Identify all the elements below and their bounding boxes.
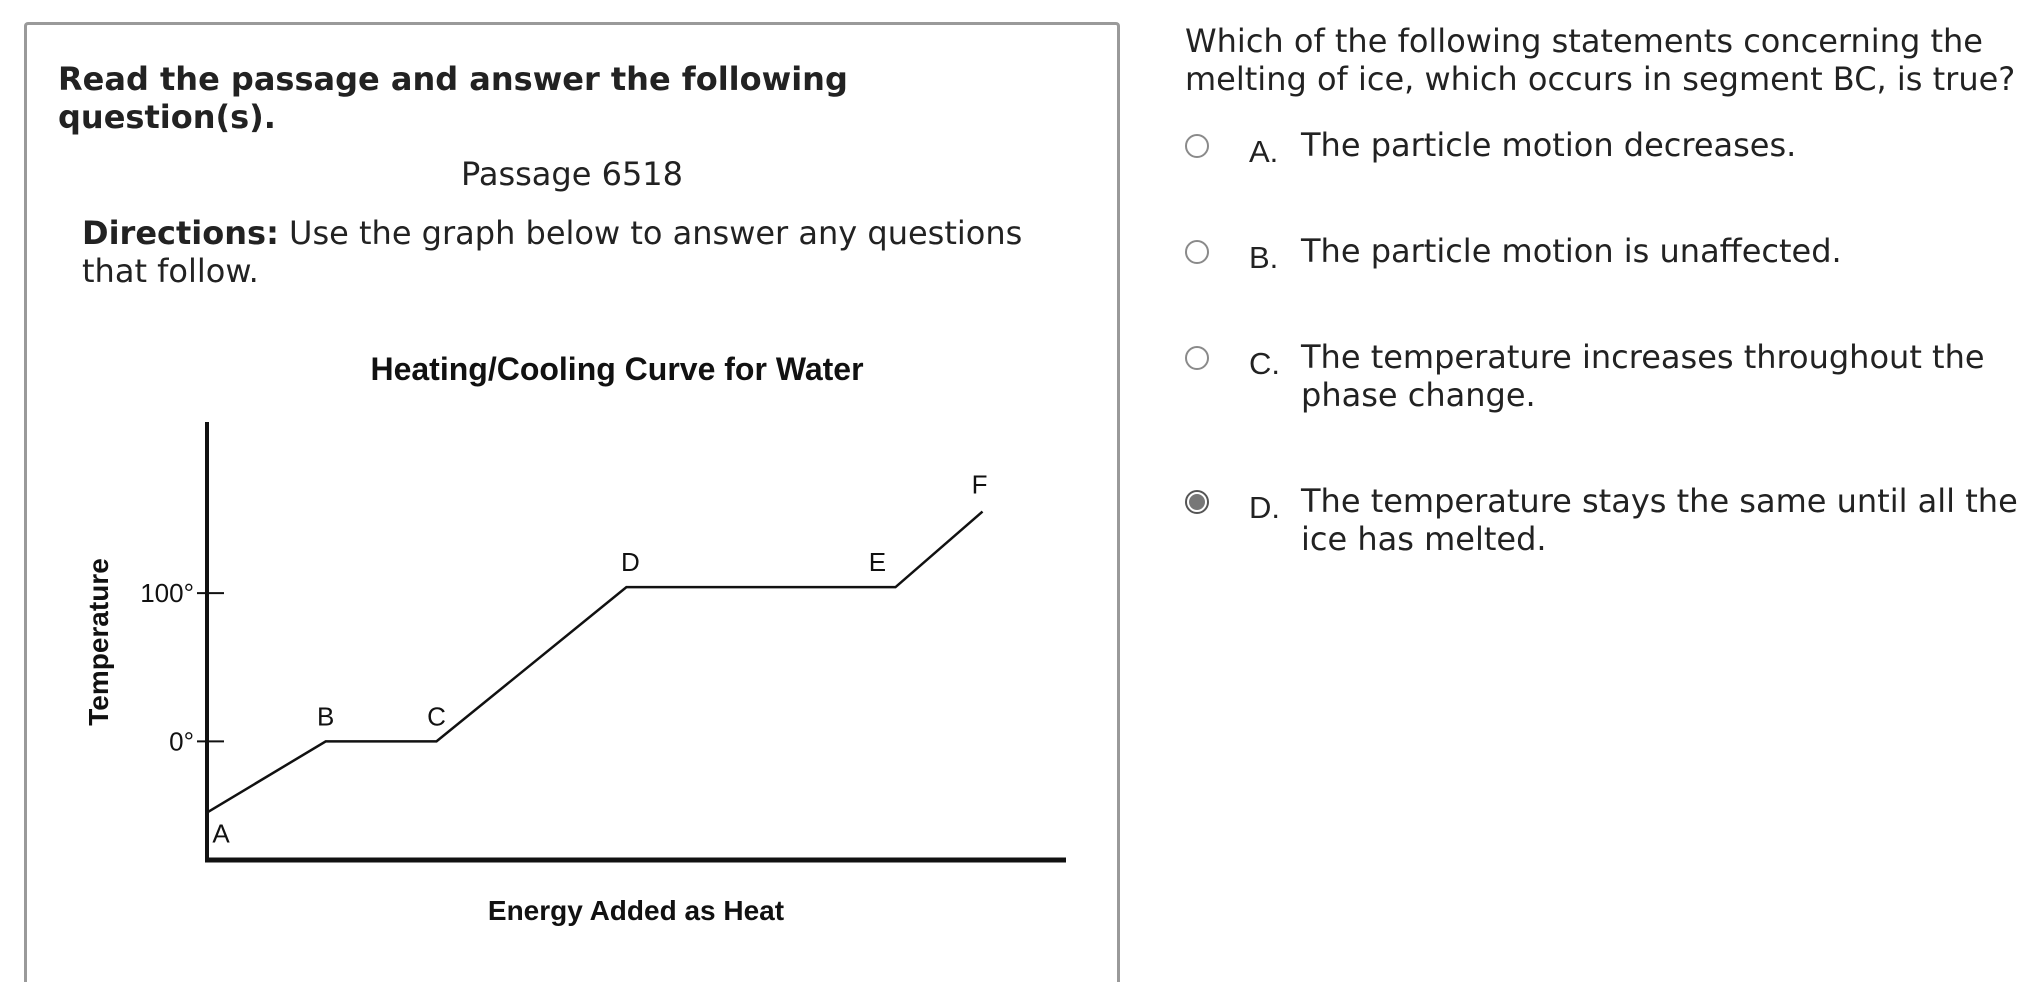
option-b-text: The particle motion is unaffected. — [1301, 232, 1842, 270]
chart-y-axis-label: Temperature — [83, 558, 114, 726]
chart-x-axis-label: Energy Added as Heat — [487, 895, 785, 926]
chart-title: Heating/Cooling Curve for Water — [370, 351, 864, 387]
option-a-radio[interactable] — [1185, 134, 1209, 158]
option-a-letter: A. — [1249, 134, 1279, 169]
passage-number: Passage 6518 — [460, 155, 684, 193]
question-prompt: Which of the following statements concerning the melting of ice, which occurs in segment BC, is true? — [1185, 22, 2016, 98]
point-label-f: F — [971, 469, 988, 500]
heating-curve-line — [207, 512, 983, 813]
point-label-e: E — [868, 547, 887, 578]
option-c-letter: C. — [1249, 346, 1280, 381]
option-a-text: The particle motion decreases. — [1301, 126, 1797, 164]
y-tick-label-1: 100° — [140, 578, 194, 609]
option-c-radio[interactable] — [1185, 346, 1209, 370]
passage-instructions: Read the passage and answer the following question(s). — [58, 60, 848, 136]
option-b-letter: B. — [1249, 240, 1279, 275]
option-d-radio[interactable] — [1185, 490, 1209, 514]
y-tick-label-0: 0° — [169, 726, 194, 757]
option-d-letter: D. — [1249, 490, 1280, 525]
option-b-radio[interactable] — [1185, 240, 1209, 264]
directions-label: Directions: — [82, 214, 279, 252]
point-label-b: B — [317, 701, 335, 732]
point-label-d: D — [621, 547, 640, 578]
directions-text: Use the graph below to answer any questions that follow. — [82, 214, 1023, 290]
option-c-text: The temperature increases throughout the phase change. — [1301, 338, 1985, 414]
option-d-text: The temperature stays the same until all the ice has melted. — [1301, 482, 2018, 558]
point-label-a: A — [212, 818, 230, 849]
point-label-c: C — [427, 701, 446, 732]
